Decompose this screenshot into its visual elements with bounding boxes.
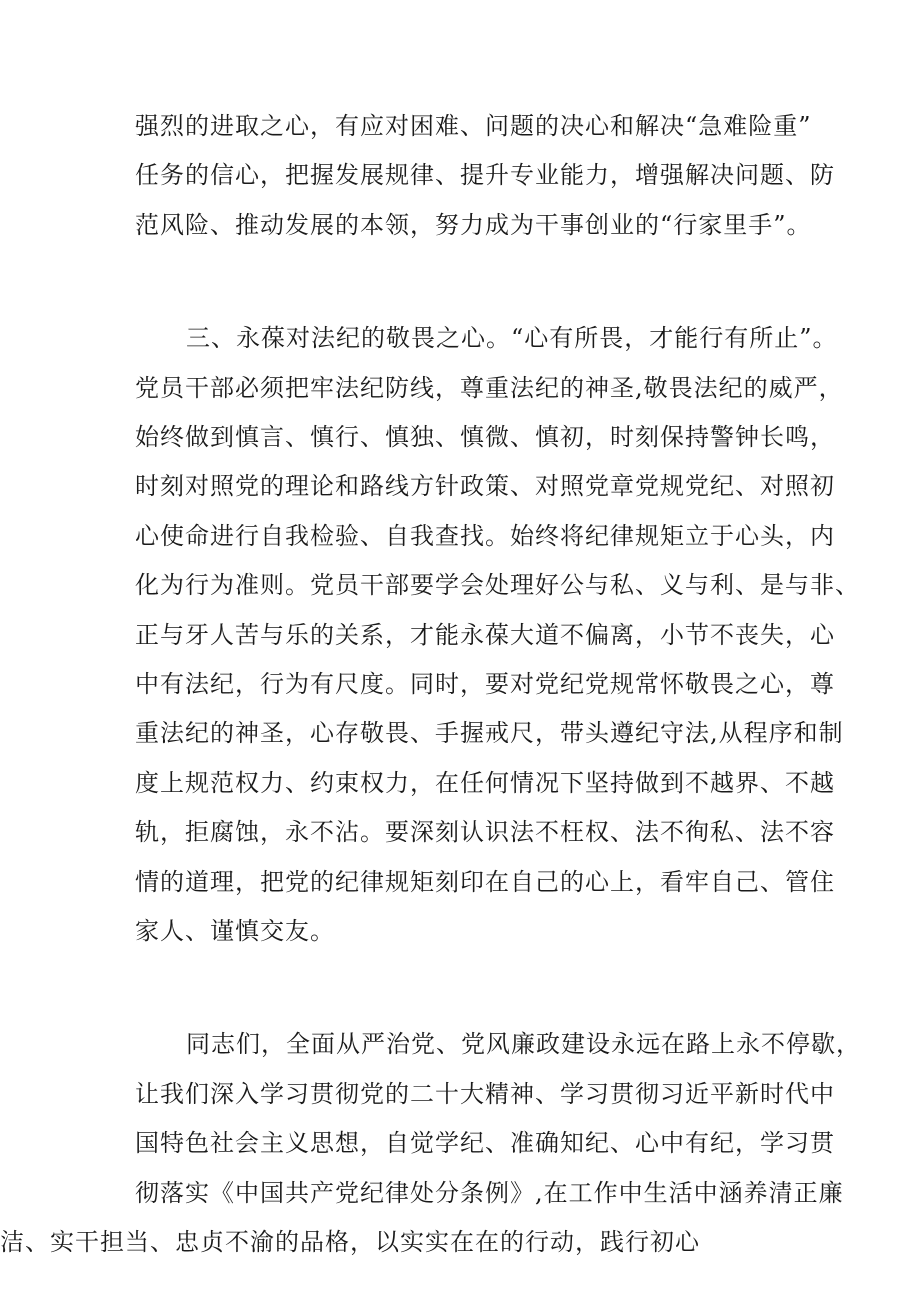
paragraph-2-line-12: 情的道理，把党的纪律规矩刻印在自己的心上，看牢自己、管住 [135, 868, 835, 896]
paragraph-2-line-6: 化为行为准则。党员干部要学会处理好公与私、义与利、是与非、 [135, 571, 860, 599]
paragraph-3-line-4: 彻落实《中国共产党纪律处分条例》,在工作中生活中涵养清正廉 [135, 1179, 844, 1207]
paragraph-2-line-3: 始终做到慎言、慎行、慎独、慎微、慎初，时刻保持警钟长鸣， [135, 423, 835, 451]
paragraph-3-line-5: 洁、实干担当、忠贞不渝的品格，以实实在在的行动，践行初心 [0, 1228, 700, 1256]
paragraph-2-line-8: 中有法纪，行为有尺度。同时，要对党纪党规常怀敬畏之心，尊 [135, 670, 835, 698]
paragraph-2-line-4: 时刻对照党的理论和路线方针政策、对照党章党规党纪、对照初 [135, 472, 835, 500]
paragraph-3-line-3: 国特色社会主义思想，自觉学纪、准确知纪、心中有纪，学习贯 [135, 1129, 835, 1157]
paragraph-1-line-1: 强烈的进取之心，有应对困难、问题的决心和解决“急难险重” [135, 112, 812, 140]
paragraph-2-line-1: 三、永葆对法纪的敬畏之心。“心有所畏，才能行有所止”。 [186, 324, 838, 352]
paragraph-2-line-7: 正与牙人苦与乐的关系，才能永葆大道不偏离，小节不丧失，心 [135, 621, 835, 649]
paragraph-3-line-2: 让我们深入学习贯彻党的二十大精神、学习贯彻习近平新时代中 [135, 1080, 835, 1108]
paragraph-2-line-10: 度上规范权力、约束权力，在任何情况下坚持做到不越界、不越 [135, 769, 835, 797]
paragraph-3-line-1: 同志们，全面从严治党、党风廉政建设永远在路上永不停歇， [186, 1030, 861, 1058]
paragraph-2-line-5: 心使命进行自我检验、自我查找。始终将纪律规矩立于心头，内 [135, 522, 835, 550]
paragraph-1-line-2: 任务的信心，把握发展规律、提升专业能力，增强解决问题、防 [135, 161, 835, 189]
paragraph-1-line-3: 范风险、推动发展的本领，努力成为干事创业的“行家里手”。 [135, 211, 812, 239]
paragraph-2-line-9: 重法纪的神圣，心存敬畏、手握戒尺，带头遵纪守法,从程序和制 [135, 719, 844, 747]
paragraph-2-line-2: 党员干部必须把牢法纪防线，尊重法纪的神圣,敬畏法纪的威严， [135, 374, 844, 402]
paragraph-2-line-11: 轨，拒腐蚀，永不沾。要深刻认识法不枉权、法不徇私、法不容 [135, 818, 835, 846]
paragraph-2-line-13: 家人、谨慎交友。 [135, 917, 335, 945]
